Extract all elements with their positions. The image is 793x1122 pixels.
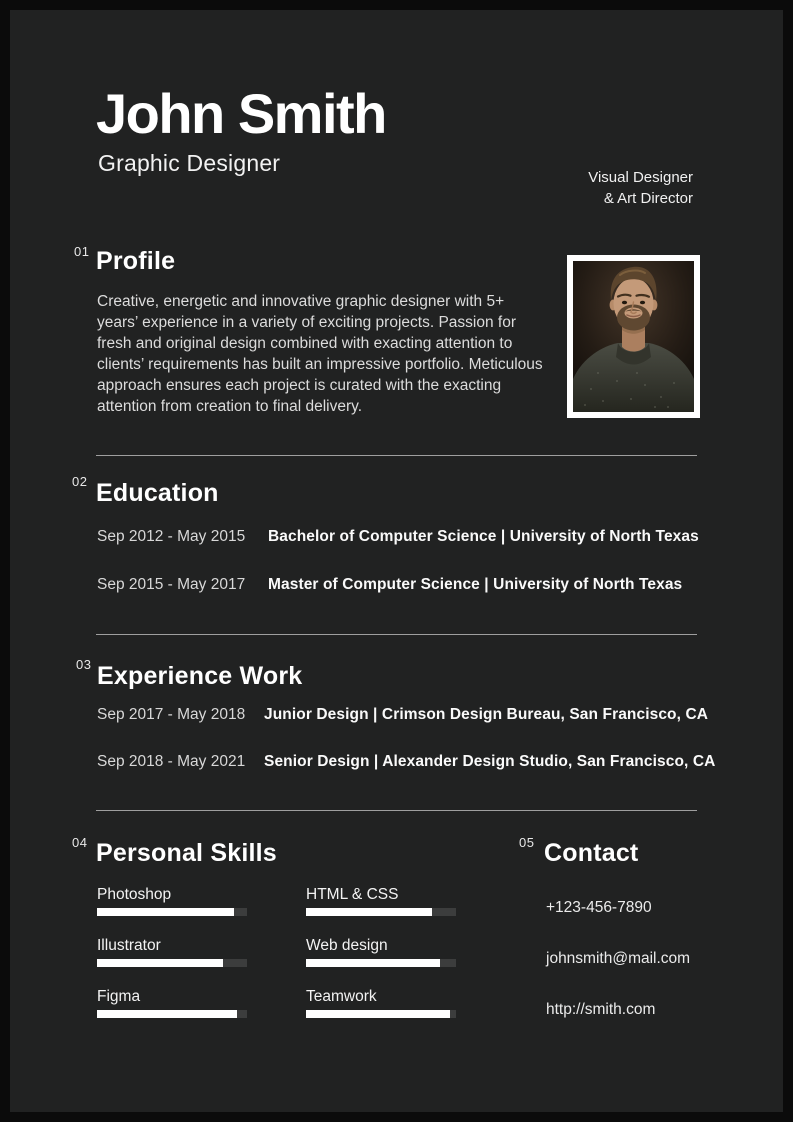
skill-item <box>306 988 456 1018</box>
skill-label: HTML & CSS <box>306 886 399 903</box>
skill-progress-fill <box>306 959 440 967</box>
education-detail: Master of Computer Science | University of North Texas <box>268 576 683 593</box>
section-title-profile: Profile <box>96 247 176 275</box>
education-item <box>97 528 699 546</box>
portrait-photo-illustration <box>573 261 694 412</box>
education-dates: Sep 2012 - May 2015 <box>97 528 246 545</box>
experience-detail: Junior Design | Crimson Design Bureau, San Francisco, CA <box>264 706 709 723</box>
skill-progress-fill <box>306 908 432 916</box>
experience-detail: Senior Design | Alexander Design Studio, San Francisco, CA <box>264 753 716 770</box>
skill-item <box>97 988 247 1018</box>
skill-progress-fill <box>97 959 223 967</box>
section-title-skills: Personal Skills <box>96 839 277 867</box>
section-title-experience: Experience Work <box>97 662 303 690</box>
skill-label: Web design <box>306 937 388 954</box>
experience-item <box>97 706 708 724</box>
section-number-profile: 01 <box>74 244 90 259</box>
contact-phone: +123-456-7890 <box>546 899 652 916</box>
section-number-skills: 04 <box>72 835 88 850</box>
person-tagline <box>588 167 693 209</box>
section-divider <box>96 810 697 811</box>
experience-item <box>97 753 715 771</box>
experience-dates: Sep 2017 - May 2018 <box>97 706 246 723</box>
skill-progress-track <box>97 1010 247 1018</box>
portrait-photo <box>567 255 700 418</box>
tagline-line-1: Visual Designer <box>588 169 693 186</box>
skill-progress-fill <box>97 1010 237 1018</box>
skill-item <box>97 886 247 916</box>
skill-progress-track <box>306 959 456 967</box>
person-role: Graphic Designer <box>98 150 281 176</box>
contact-website: http://smith.com <box>546 1001 656 1018</box>
skill-label: Illustrator <box>97 937 161 954</box>
skill-item <box>306 937 456 967</box>
section-number-contact: 05 <box>519 835 535 850</box>
person-name: John Smith <box>96 82 386 145</box>
skill-label: Photoshop <box>97 886 172 903</box>
experience-dates: Sep 2018 - May 2021 <box>97 753 246 770</box>
section-title-education: Education <box>96 479 219 507</box>
tagline-line-2: & Art Director <box>603 190 693 207</box>
section-divider <box>96 455 697 456</box>
skill-label: Figma <box>97 988 141 1005</box>
education-item <box>97 576 682 594</box>
skills-column-right <box>306 886 456 1039</box>
section-number-education: 02 <box>72 474 88 489</box>
skill-progress-fill <box>97 908 234 916</box>
section-divider <box>96 634 697 635</box>
skill-item <box>97 937 247 967</box>
contact-list <box>546 899 690 1052</box>
education-detail: Bachelor of Computer Science | University of North Texas <box>268 528 699 545</box>
skills-column-left <box>97 886 247 1039</box>
section-number-experience: 03 <box>76 657 92 672</box>
profile-summary-text: Creative, energetic and innovative graphic designer with 5+ years’ experience in a variety of exciting projects. Passion for fresh and original design combined with exacting attention to clients’ requirements has built an impressive portfolio. Meticulous approach ensures each project is curated with the exacting attention from creation to final delivery. <box>97 293 543 415</box>
skill-progress-track <box>97 959 247 967</box>
skill-progress-track <box>306 1010 456 1018</box>
skill-label: Teamwork <box>306 988 377 1005</box>
skill-item <box>306 886 456 916</box>
skill-progress-fill <box>306 1010 450 1018</box>
contact-email: johnsmith@mail.com <box>546 950 691 967</box>
skill-progress-track <box>306 908 456 916</box>
section-title-contact: Contact <box>544 839 639 867</box>
education-dates: Sep 2015 - May 2017 <box>97 576 246 593</box>
skill-progress-track <box>97 908 247 916</box>
